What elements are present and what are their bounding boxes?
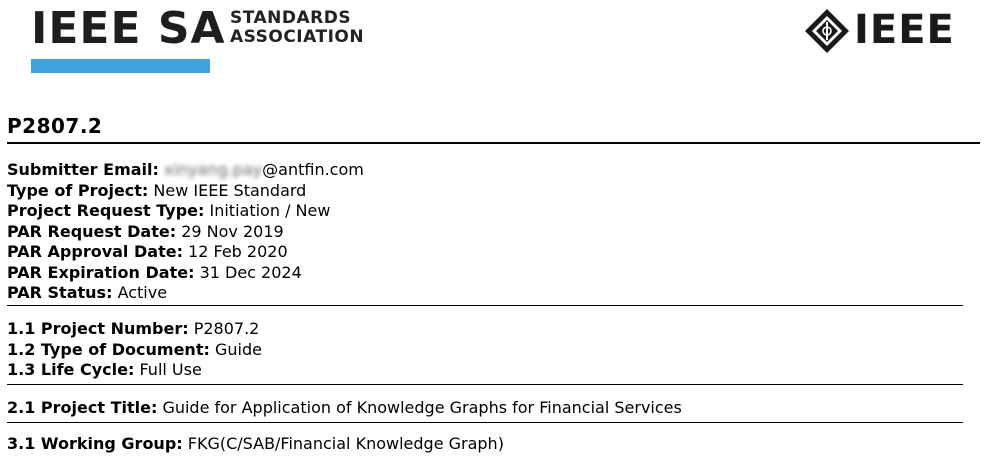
field-value: Active (117, 283, 168, 302)
section-1 (7, 319, 262, 381)
field-label: 1.2 Type of Document: (7, 339, 210, 359)
ieee-sa-wordmark: IEEE SA (31, 3, 226, 54)
ieee-logo (804, 8, 964, 56)
standards-association-text (230, 9, 364, 47)
sa-logo-bar (31, 59, 210, 73)
document-title: P2807.2 (7, 114, 103, 138)
ieee-diamond-icon (804, 8, 850, 54)
section-divider (7, 384, 963, 385)
field-value: 31 Dec 2024 (199, 262, 302, 282)
email-domain: @antfin.com (262, 160, 364, 179)
par-expiration-date-row (7, 263, 364, 284)
project-info-section (7, 160, 364, 304)
field-value: 12 Feb 2020 (188, 242, 288, 261)
life-cycle-row (7, 360, 262, 381)
type-of-project-row (7, 181, 364, 202)
field-label: 1.1 Project Number: (7, 319, 189, 338)
type-of-document-row (7, 340, 262, 361)
field-value: P2807.2 (193, 319, 260, 338)
field-label: Project Request Type: (7, 201, 205, 220)
field-value: Guide (214, 339, 262, 359)
field-value: Initiation / New (209, 201, 331, 220)
field-value: 29 Nov 2019 (181, 221, 284, 241)
field-label: Submitter Email: (7, 160, 159, 179)
par-status-row (7, 283, 364, 304)
ieee-sa-logo (31, 3, 226, 74)
field-value: New IEEE Standard (153, 180, 307, 200)
title-divider (7, 142, 980, 144)
section-divider (7, 422, 963, 423)
field-value: FKG(C/SAB/Financial Knowledge Graph) (187, 434, 504, 453)
submitter-email-row (7, 160, 364, 181)
field-label: PAR Expiration Date: (7, 262, 195, 282)
page-header (0, 0, 985, 80)
project-request-type-row (7, 201, 364, 222)
field-label: PAR Status: (7, 283, 113, 302)
field-value: Full Use (139, 360, 202, 379)
field-label: PAR Request Date: (7, 221, 177, 241)
working-group-row (7, 434, 504, 455)
field-label: 2.1 Project Title: (7, 398, 158, 417)
section-2 (7, 398, 682, 419)
section-3 (7, 434, 504, 455)
field-label: PAR Approval Date: (7, 242, 183, 261)
field-label: Type of Project: (7, 180, 149, 200)
ieee-wordmark: IEEE (854, 7, 955, 53)
field-label: 3.1 Working Group: (7, 434, 183, 453)
project-title-row (7, 398, 682, 419)
field-value: Guide for Application of Knowledge Graphs for Financial Services (162, 398, 682, 417)
par-approval-date-row (7, 242, 364, 263)
par-request-date-row (7, 222, 364, 243)
field-label: 1.3 Life Cycle: (7, 360, 135, 379)
section-divider (7, 305, 963, 306)
redacted-email-user: xinyang.pay (164, 160, 263, 179)
sa-line-1: STANDARDS (230, 8, 352, 28)
sa-line-2: ASSOCIATION (230, 27, 365, 47)
project-number-row (7, 319, 262, 340)
